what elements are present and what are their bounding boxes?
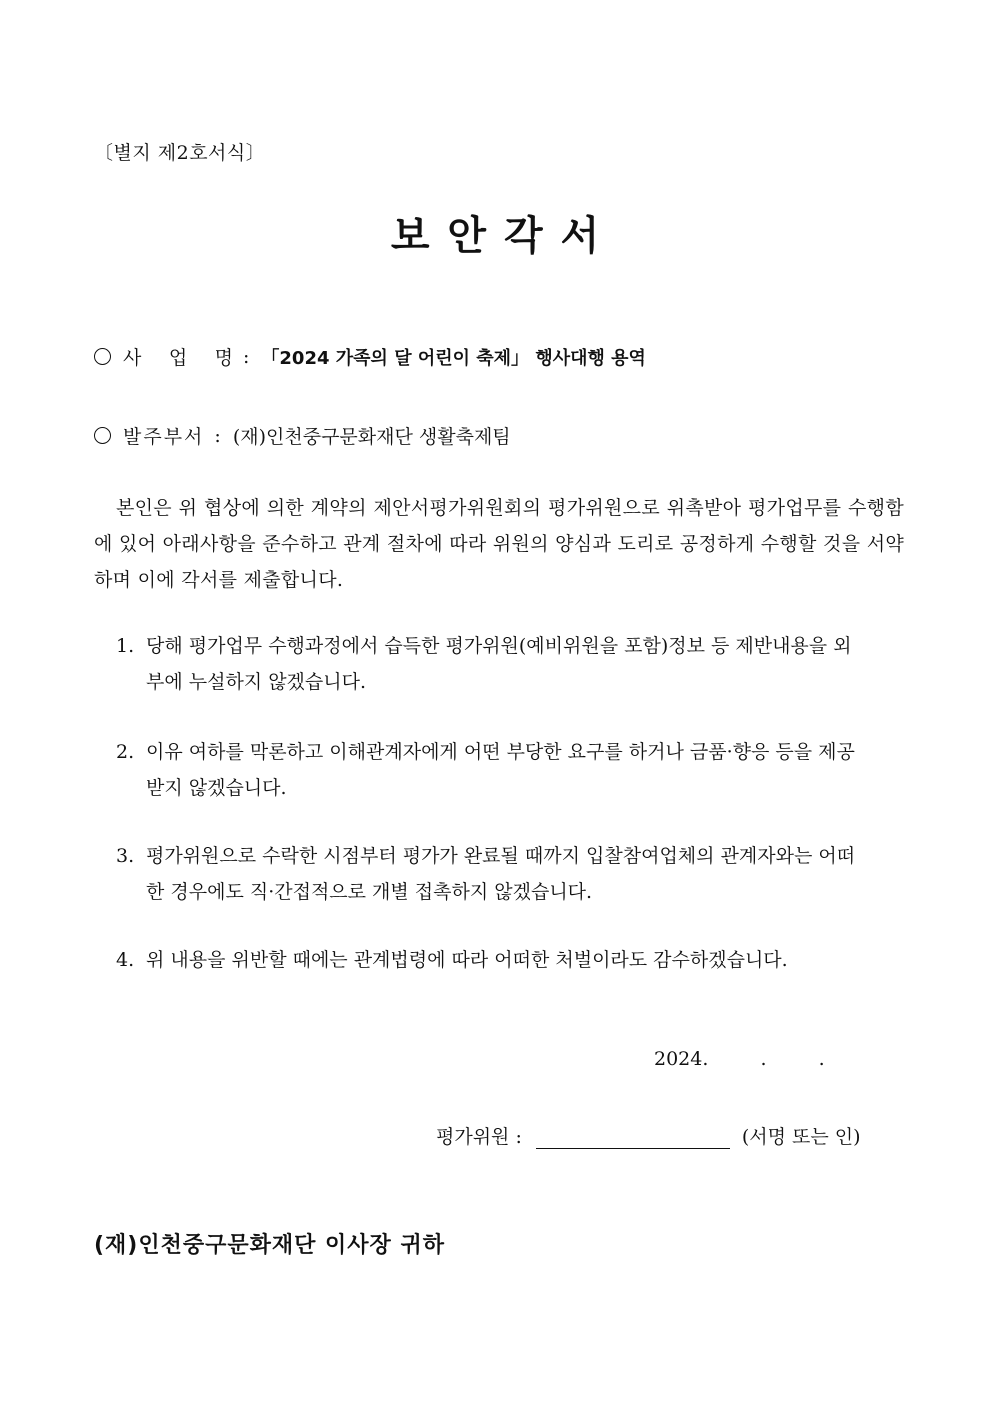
date-year: 2024. [654, 1048, 709, 1070]
document-title: 보 안 각 서 [390, 213, 602, 259]
pledge-number: 2. [116, 741, 135, 763]
project-name-row [94, 343, 646, 370]
project-label-char: 업 [168, 347, 188, 369]
date-month-dot: . [760, 1048, 767, 1070]
signature-label: 평가위원 : [436, 1126, 522, 1148]
circle-bullet-icon [94, 348, 111, 365]
recipient-line: (재)인천중구문화재단 이사장 귀하 [94, 1233, 445, 1258]
pledge-item [116, 734, 856, 806]
pledge-text: 위 내용을 위반할 때에는 관계법령에 따라 어떠한 처벌이라도 감수하겠습니다. [146, 949, 788, 971]
pledge-number: 1. [116, 635, 135, 657]
pledge-text: 당해 평가업무 수행과정에서 습득한 평가위원(예비위원을 포함)정보 등 제반내용을 외부에 누설하지 않겠습니다. [146, 635, 852, 693]
department-colon: : [214, 424, 221, 447]
pledge-item [116, 942, 856, 978]
date-day-dot: . [818, 1048, 825, 1070]
intro-paragraph: 본인은 위 협상에 의한 계약의 제안서평가위원회의 평가위원으로 위촉받아 평가업무를 수행함에 있어 아래사항을 준수하고 관계 절차에 따라 위원의 양심과 도리로 공정하게 수행할 것을 서약하며 이에 각서를 제출합니다. [94, 497, 904, 591]
pledge-text: 평가위원으로 수락한 시점부터 평가가 완료될 때까지 입찰참여업체의 관계자와는 어떠한 경우에도 직·간접적으로 개별 접촉하지 않겠습니다. [146, 845, 856, 903]
project-colon: : [243, 345, 250, 368]
project-name-value: 「2024 가족의 달 어린이 축제」 행사대행 용역 [261, 347, 646, 369]
pledge-item [116, 628, 856, 700]
project-label [123, 343, 233, 370]
department-value: (재)인천중구문화재단 생활축제팀 [232, 426, 511, 448]
signature-field[interactable] [536, 1124, 730, 1149]
project-label-char: 명 [214, 347, 233, 369]
department-label: 발주부서 [123, 426, 205, 448]
form-number-label: 〔별지 제2호서식〕 [94, 142, 266, 164]
pledge-number: 4. [116, 949, 135, 971]
signature-line [436, 1122, 861, 1149]
signature-note: (서명 또는 인) [741, 1126, 861, 1148]
circle-bullet-icon [94, 427, 111, 444]
pledge-text: 이유 여하를 막론하고 이해관계자에게 어떤 부당한 요구를 하거나 금품·향응 등을 제공받지 않겠습니다. [146, 741, 855, 799]
date-line [654, 1048, 825, 1070]
department-row [94, 422, 511, 449]
project-label-char: 사 [123, 347, 142, 369]
pledge-number: 3. [116, 845, 135, 867]
pledge-item [116, 838, 856, 910]
